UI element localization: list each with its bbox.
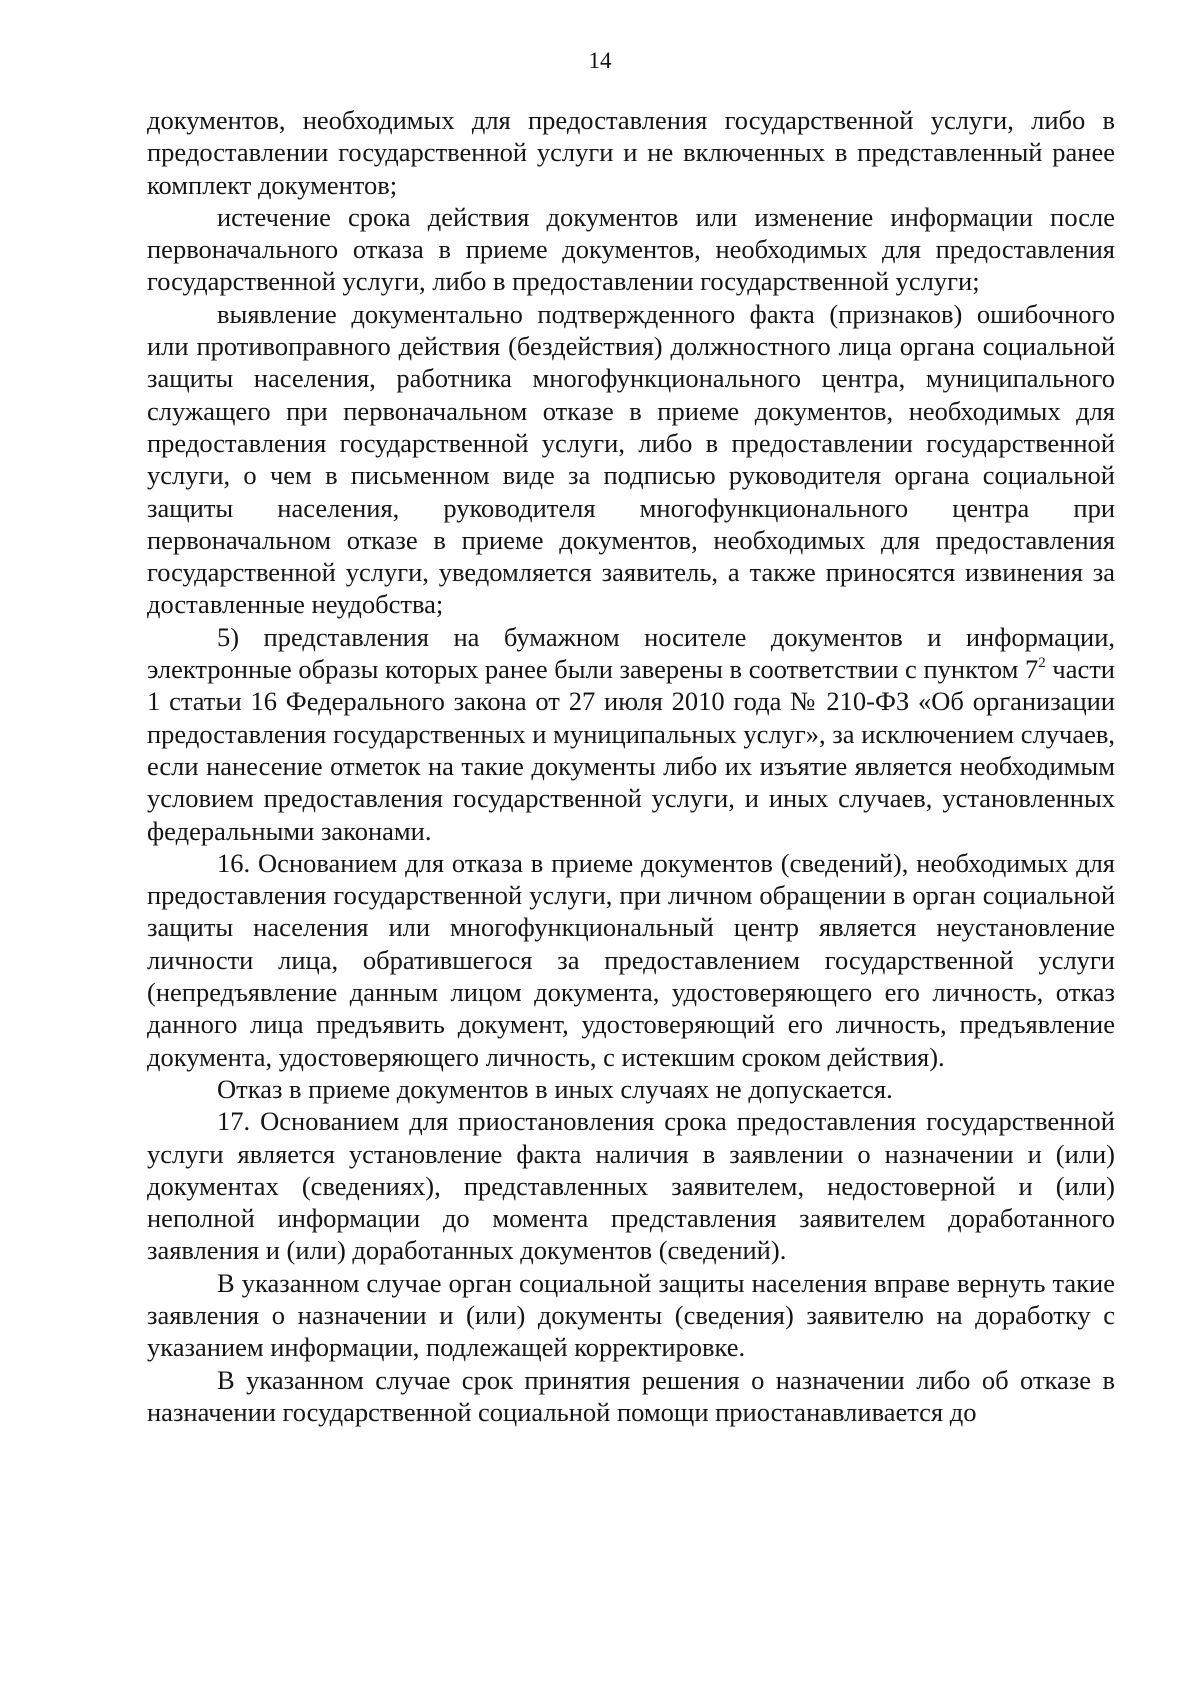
- document-body: [147, 104, 1115, 1428]
- paragraph-paper-documents-text-after: части 1 статьи 16 Федерального закона от 27 июля 2010 года № 210-ФЗ «Об организации предоставления государственных и муниципальных услуг», за исключением случаев, если нанесение отметок на такие документы либо их изъятие является необходимым условием предоставления государственной услуги, и иных случаев, установленных федеральными законами.: [147, 654, 1115, 846]
- paragraph-return-documents: В указанном случае орган социальной защиты населения вправе вернуть такие заявления о назначении и (или) документы (сведения) заявителю на доработку с указанием информации, подлежащей корректировке.: [147, 1267, 1115, 1363]
- paragraph-paper-documents-text-before: 5) представления на бумажном носителе документов и информации, электронные образы которых ранее были заверены в соответствии с пунктом 7: [147, 621, 1115, 685]
- paragraph-17: 17. Основанием для приостановления срока предоставления государственной услуги является установление факта наличия в заявлении о назначении и (или) документах (сведениях), представленных заявителем, недостоверной и (или) неполной информации до момента представления заявителем доработанного заявления и (или) доработанных документов (сведений).: [147, 1106, 1115, 1266]
- paragraph-error-detection: выявление документально подтвержденного факта (признаков) ошибочного или противоправного действия (бездействия) должностного лица органа социальной защиты населения, работника многофункционального центра, муниципального служащего при первоначальном отказе в приеме документов, необходимых для предоставления государственной услуги, либо в предоставлении государственной услуги, о чем в письменном виде за подписью руководителя органа социальной защиты населения, руководителя многофункционального центра при первоначальном отказе в приеме документов, необходимых для предоставления государственной услуги, уведомляется заявитель, а также приносятся извинения за доставленные неудобства;: [147, 298, 1115, 620]
- page-number: 14: [588, 48, 612, 73]
- paragraph-expiration: истечение срока действия документов или изменение информации после первоначального отказа в приеме документов, необходимых для предоставления государственной услуги, либо в предоставлении государственной услуги;: [147, 201, 1115, 297]
- paragraph-refusal-other-cases: Отказ в приеме документов в иных случаях не допускается.: [217, 1073, 893, 1104]
- paragraph-paper-documents-superscript: 2: [1038, 655, 1046, 672]
- paragraph-paper-documents: [147, 621, 1115, 847]
- paragraph-suspension: В указанном случае срок принятия решения о назначении либо об отказе в назначении государственной социальной помощи приостанавливается до: [147, 1364, 1115, 1427]
- paragraph-16: 16. Основанием для отказа в приеме документов (сведений), необходимых для предоставления государственной услуги, при личном обращении в орган социальной защиты населения или многофункциональный центр является неустановление личности лица, обратившегося за предоставлением государственной услуги (непредъявление данным лицом документа, удостоверяющего его личность, отказ данного лица предъявить документ, удостоверяющий его личность, предъявление документа, удостоверяющего личность, с истекшим сроком действия).: [147, 847, 1115, 1072]
- paragraph-continuation: документов, необходимых для предоставления государственной услуги, либо в предоставлении государственной услуги и не включенных в представленный ранее комплект документов;: [147, 105, 1115, 200]
